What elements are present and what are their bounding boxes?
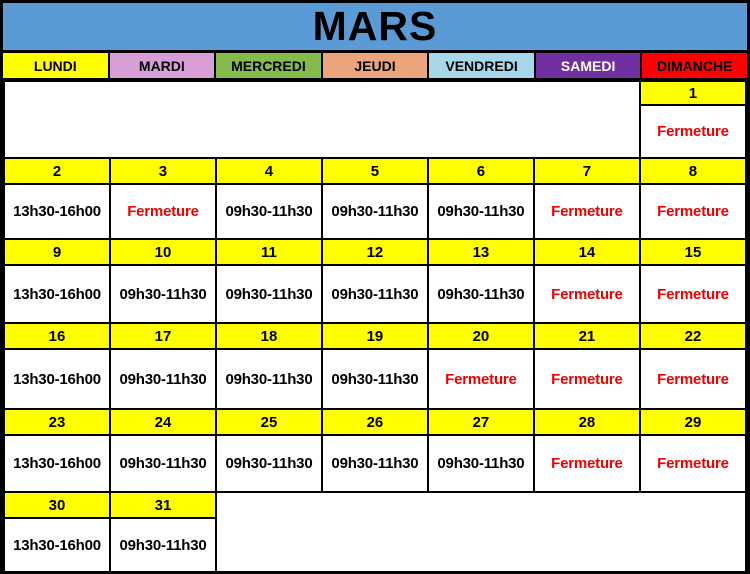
day-header-mercredi: MERCREDI <box>216 53 321 78</box>
hours-cell: 13h30-16h00 <box>4 435 110 492</box>
hours-cell: 13h30-16h00 <box>4 265 110 323</box>
hours-cell: 09h30-11h30 <box>110 265 216 323</box>
date-cell: 27 <box>428 409 534 435</box>
date-cell: 31 <box>110 492 216 518</box>
date-cell: 18 <box>216 323 322 349</box>
date-cell: 19 <box>322 323 428 349</box>
hours-cell: 09h30-11h30 <box>110 349 216 409</box>
hours-cell: Fermeture <box>640 105 746 158</box>
date-cell: 2 <box>4 158 110 184</box>
hours-cell: Fermeture <box>428 349 534 409</box>
hours-cell: 13h30-16h00 <box>4 349 110 409</box>
date-cell: 30 <box>4 492 110 518</box>
hours-cell: 09h30-11h30 <box>322 184 428 239</box>
hours-cell: Fermeture <box>640 265 746 323</box>
date-cell: 26 <box>322 409 428 435</box>
date-cell: 10 <box>110 239 216 265</box>
hours-cell: 13h30-16h00 <box>4 184 110 239</box>
date-cell: 4 <box>216 158 322 184</box>
date-cell: 3 <box>110 158 216 184</box>
hours-cell: 09h30-11h30 <box>428 265 534 323</box>
day-header-lundi: LUNDI <box>3 53 108 78</box>
date-cell: 1 <box>640 81 746 105</box>
hours-cell: 09h30-11h30 <box>216 435 322 492</box>
date-cell: 20 <box>428 323 534 349</box>
hours-cell: 09h30-11h30 <box>428 435 534 492</box>
hours-cell: 09h30-11h30 <box>322 349 428 409</box>
day-header-samedi: SAMEDI <box>536 53 641 78</box>
day-header-jeudi: JEUDI <box>323 53 428 78</box>
hours-cell: 09h30-11h30 <box>110 435 216 492</box>
date-cell: 24 <box>110 409 216 435</box>
hours-cell: Fermeture <box>534 184 640 239</box>
empty-cell <box>216 492 746 572</box>
empty-cell <box>4 81 640 158</box>
date-cell: 21 <box>534 323 640 349</box>
calendar-title: MARS <box>3 3 747 53</box>
hours-cell: Fermeture <box>534 265 640 323</box>
hours-cell: 09h30-11h30 <box>322 435 428 492</box>
day-header-mardi: MARDI <box>110 53 215 78</box>
date-cell: 9 <box>4 239 110 265</box>
hours-cell: Fermeture <box>640 184 746 239</box>
date-cell: 29 <box>640 409 746 435</box>
date-cell: 11 <box>216 239 322 265</box>
date-cell: 14 <box>534 239 640 265</box>
day-header-dimanche: DIMANCHE <box>642 53 747 78</box>
date-cell: 22 <box>640 323 746 349</box>
date-cell: 16 <box>4 323 110 349</box>
date-cell: 25 <box>216 409 322 435</box>
hours-cell: Fermeture <box>640 349 746 409</box>
day-header-vendredi: VENDREDI <box>429 53 534 78</box>
hours-cell: Fermeture <box>534 349 640 409</box>
date-cell: 17 <box>110 323 216 349</box>
hours-cell: 09h30-11h30 <box>216 184 322 239</box>
hours-cell: 09h30-11h30 <box>110 518 216 572</box>
date-cell: 23 <box>4 409 110 435</box>
date-cell: 28 <box>534 409 640 435</box>
hours-cell: 09h30-11h30 <box>428 184 534 239</box>
date-cell: 7 <box>534 158 640 184</box>
day-header-row <box>3 53 747 80</box>
hours-cell: 13h30-16h00 <box>4 518 110 572</box>
calendar-grid <box>3 80 747 573</box>
hours-cell: 09h30-11h30 <box>216 349 322 409</box>
hours-cell: Fermeture <box>110 184 216 239</box>
hours-cell: 09h30-11h30 <box>216 265 322 323</box>
hours-cell: Fermeture <box>640 435 746 492</box>
date-cell: 8 <box>640 158 746 184</box>
date-cell: 13 <box>428 239 534 265</box>
date-cell: 5 <box>322 158 428 184</box>
hours-cell: 09h30-11h30 <box>322 265 428 323</box>
date-cell: 12 <box>322 239 428 265</box>
hours-cell: Fermeture <box>534 435 640 492</box>
date-cell: 15 <box>640 239 746 265</box>
date-cell: 6 <box>428 158 534 184</box>
